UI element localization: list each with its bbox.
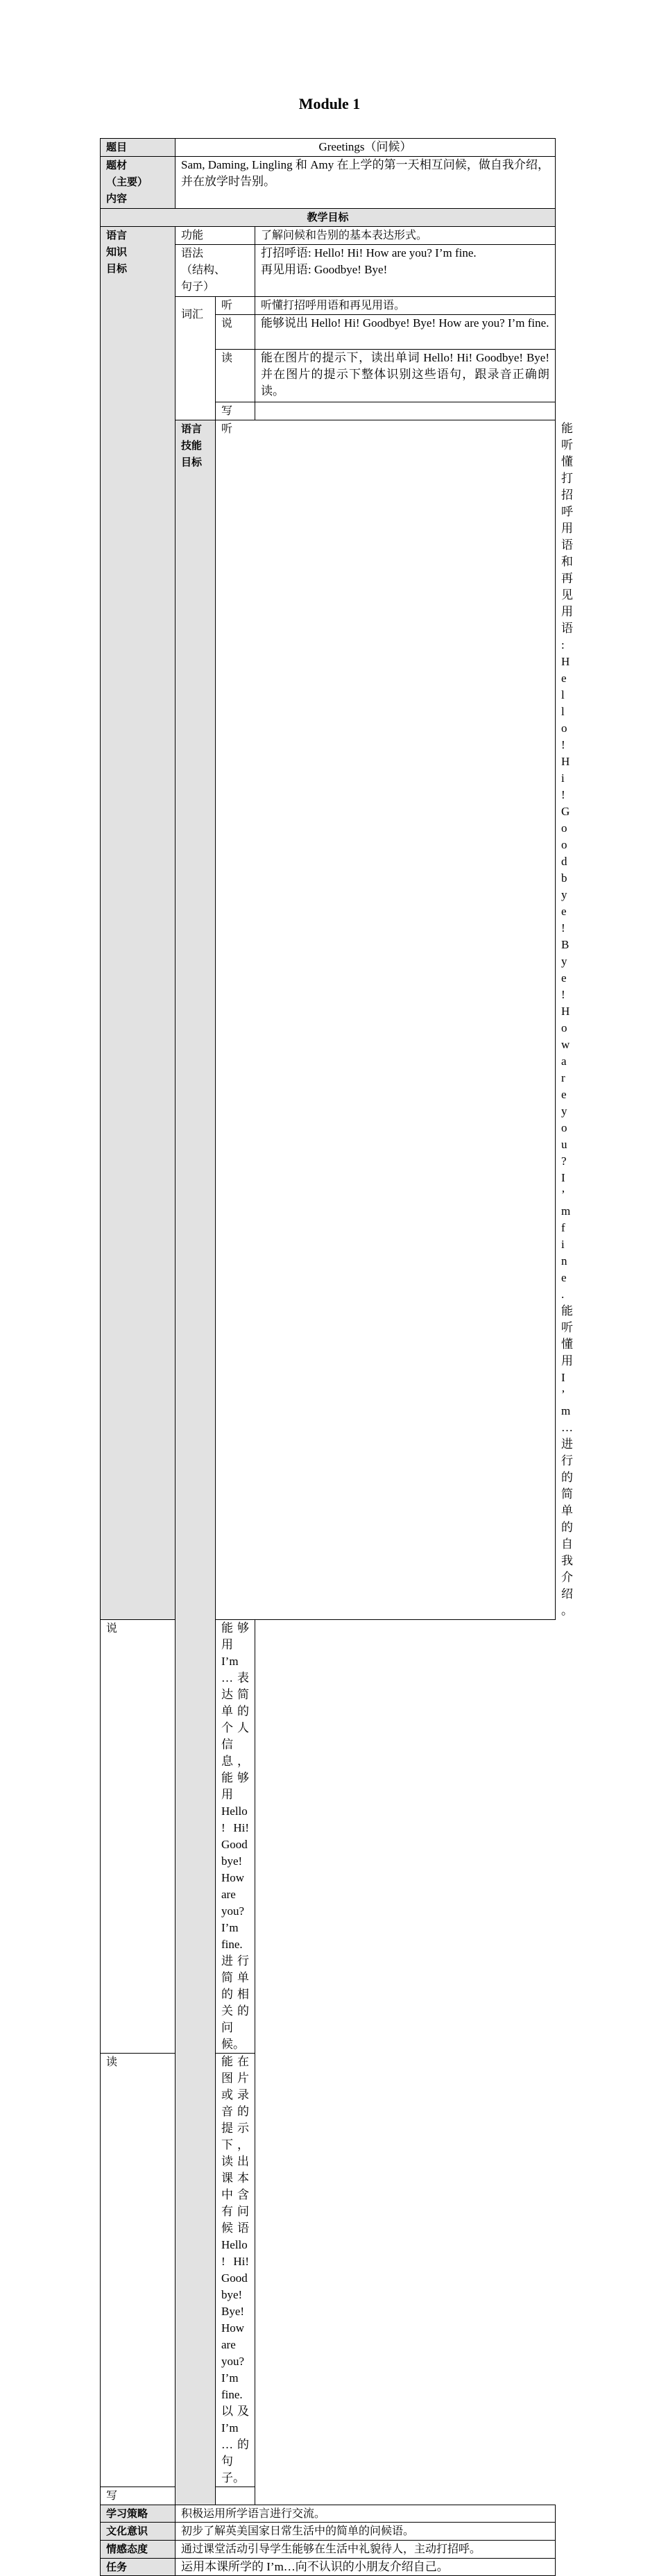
section-header: 教学目标 (101, 209, 556, 227)
vocab-write-label: 写 (216, 402, 255, 420)
attitude-value: 通过课堂活动引导学生能够在生活中礼貌待人，主动打招呼。 (176, 2541, 556, 2559)
vocab-write-value (255, 402, 556, 420)
document-title: Module 1 (298, 95, 361, 112)
topic-value: Greetings（问候） (176, 139, 556, 157)
attitude-row (101, 2541, 556, 2559)
lesson-plan-table (100, 138, 574, 2576)
skills-write-row (101, 2487, 556, 2505)
vocab-speak-value: 能够说出 Hello! Hi! Goodbye! Bye! How are you? I’m fine. (255, 315, 556, 350)
skills-speak-value: 能够用 I’m…表达简单的个人信息，能够用 Hello! Hi! Goodbye! How are you? I’m fine.进行简单的相关的问候。 (216, 1620, 255, 2054)
culture-value: 初步了解英美国家日常生活中的简单的问候语。 (176, 2523, 556, 2541)
culture-label: 文化意识 (101, 2523, 176, 2541)
task-row (101, 2559, 556, 2576)
skills-speak-label: 说 (101, 1620, 216, 2054)
skills-speak-row (101, 1620, 556, 2054)
skills-label: 语言 技能 目标 (176, 420, 216, 2505)
skills-listen-label: 听 (216, 420, 556, 1620)
strategy-row (101, 2505, 556, 2523)
task-value: 运用本课所学的 I’m…向不认识的小朋友介绍自己。 (176, 2559, 556, 2576)
grammar-value: 打招呼语: Hello! Hi! How are you? I’m fine. 再见用语: Goodbye! Bye! (255, 245, 556, 297)
content-value: Sam, Daming, Lingling 和 Amy 在上学的第一天相互问候，做自我介绍，并在放学时告别。 (176, 157, 556, 209)
attitude-label: 情感态度 (101, 2541, 176, 2559)
section-header-row (101, 209, 556, 227)
skills-read-label: 读 (101, 2054, 216, 2487)
knowledge-label: 语言 知识 目标 (101, 227, 176, 1620)
function-label: 功能 (176, 227, 255, 245)
vocab-speak-label: 说 (216, 315, 255, 350)
strategy-label: 学习策略 (101, 2505, 176, 2523)
topic-row (101, 139, 556, 157)
topic-label: 题目 (101, 139, 176, 157)
skills-read-value: 能在图片或录音的提示下，读出课本中含有问候语 Hello! Hi! Goodbye! Bye! How are you? I’m fine. 以及 I’m…的句子。 (216, 2054, 255, 2487)
vocab-read-value: 能在图片的提示下，读出单词 Hello! Hi! Goodbye! Bye! 并在图片的提示下整体识别这些语句，跟录音正确朗读。 (255, 350, 556, 402)
skills-write-label: 写 (101, 2487, 216, 2505)
content-label: 题材 （主要） 内容 (101, 157, 176, 209)
skills-write-value (216, 2487, 255, 2505)
skills-listen-row: 语言 技能 目标 听 能听懂打招呼用语和再见用语: Hello! Hi! Goodbye! Bye! How are you? I’m fine. 能听懂用 I’m…进行的简单的自我介绍。 (101, 420, 556, 1620)
vocab-label: 词汇 (176, 297, 216, 420)
vocab-read-label: 读 (216, 350, 255, 402)
culture-row (101, 2523, 556, 2541)
task-label: 任务 (101, 2559, 176, 2576)
vocab-listen-value: 听懂打招呼用语和再见用语。 (255, 297, 556, 315)
strategy-value: 积极运用所学语言进行交流。 (176, 2505, 556, 2523)
grammar-label: 语法 （结构、 句子） (176, 245, 255, 297)
knowledge-function-row (101, 227, 556, 245)
skills-read-row (101, 2054, 556, 2487)
vocab-listen-label: 听 (216, 297, 255, 315)
content-row (101, 157, 556, 209)
function-value: 了解问候和告别的基本表达形式。 (255, 227, 556, 245)
